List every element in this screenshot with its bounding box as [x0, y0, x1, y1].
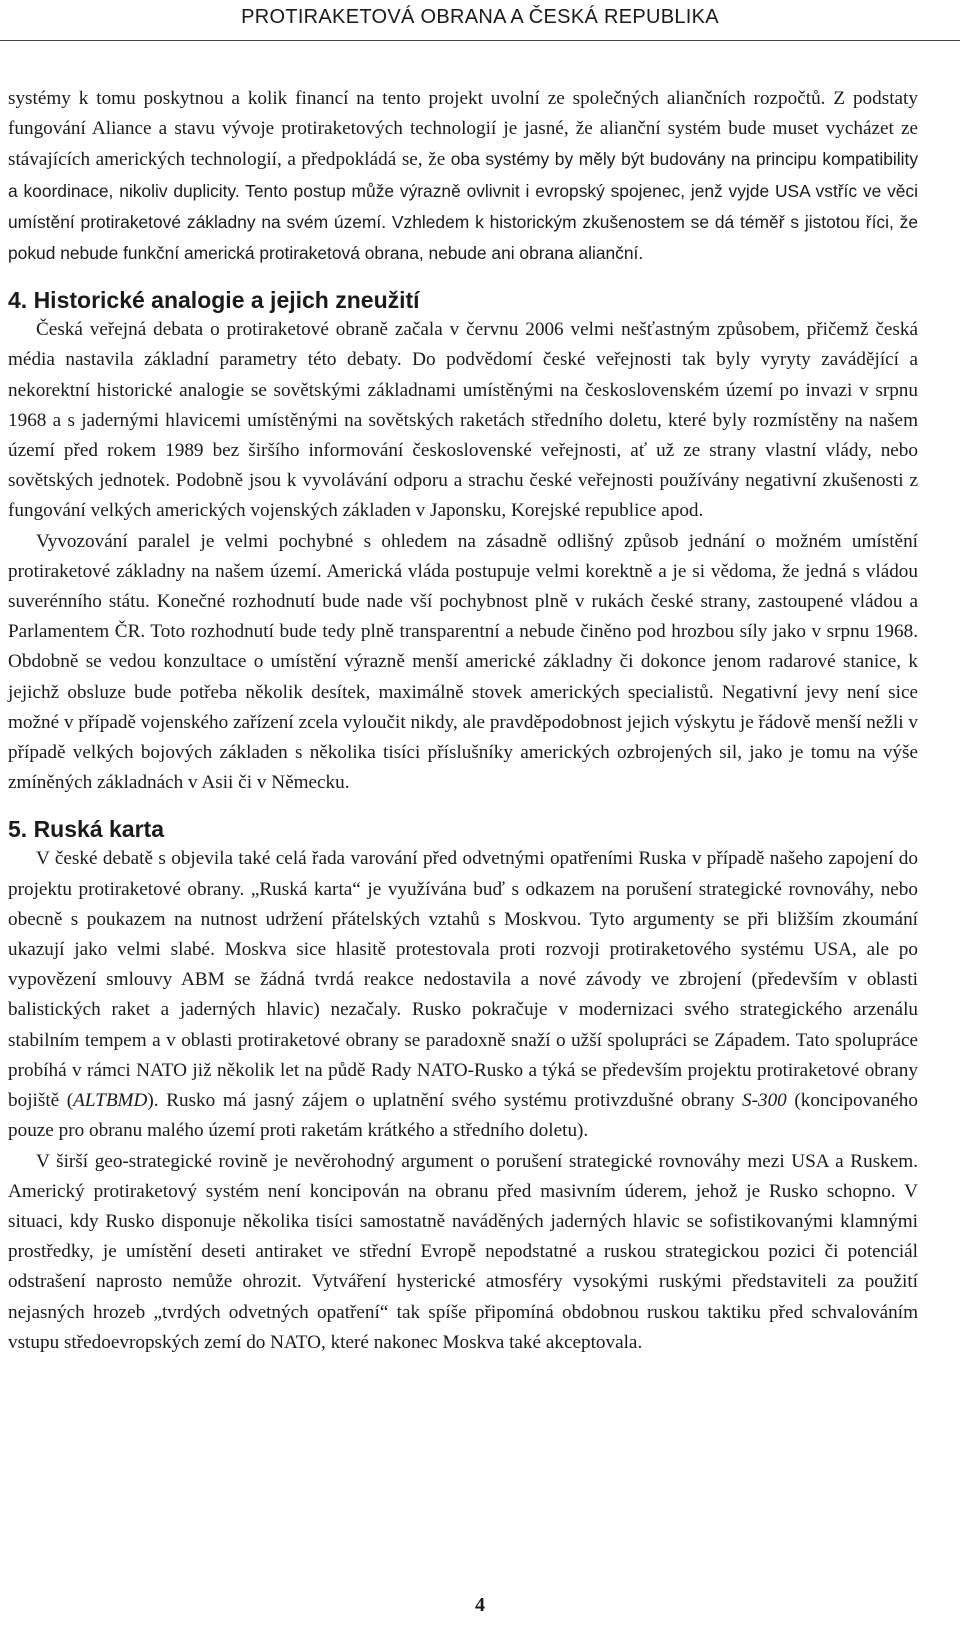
section-5-p1-text-c: (koncipovaného pouze pro obranu malého území proti raketám krátkého a středního doletu).	[8, 1090, 918, 1142]
page-body	[8, 84, 918, 1358]
intro-sans-text: oba systémy by měly být budovány na principu kompatibility a koordinace, nikoliv duplicity. Tento postup může výrazně ovlivnit i evropský spojenec, jenž vyjde USA vstříc ve věci umístění protiraketové základny na svém území. Vzhledem k historickým zkušenostem se dá téměř s jistotou říci, že pokud nebude funkční americká protiraketová obrana, nebude ani obrana alianční.	[8, 149, 919, 264]
page-number: 4	[475, 1594, 485, 1616]
intro-paragraph	[8, 84, 918, 269]
section-5-heading: 5. Ruská karta	[8, 816, 164, 843]
section-4-paragraph-2: Vyvozování paralel je velmi pochybné s ohledem na zásadně odlišný způsob jednání o možném umístění protiraketové základny na našem území. Americká vláda postupuje velmi korektně a je si vědoma, že jedná s vládou suverénního státu. Konečné rozhodnutí bude nade vší pochybnost plně v rukách české strany, zastoupené vládou a Parlamentem ČR. Toto rozhodnutí bude tedy plně transparentní a nebude činěno pod hrozbou síly jako v srpnu 1968. Obdobně se vedou konzultace o umístění výrazně menší americké základny či dokonce jenom radarové stanice, k jejichž obsluze bude potřeba několik desítek, maximálně stovek amerických specialistů. Negativní jevy není sice možné v případě vojenského zařízení zcela vyloučit nikdy, ale pravděpodobnost jejich výskytu je řádově menší nežli v případě velkých bojových základen s několika tisíci příslušníky amerických ozbrojených sil, jako je tomu na výše zmíněných základnách v Asii či v Německu.	[8, 530, 918, 794]
section-4-heading: 4. Historické analogie a jejich zneužití	[8, 287, 420, 314]
altbmd-term: ALTBMD	[73, 1090, 148, 1112]
section-5-p1-text-b: ). Rusko má jasný zájem o uplatnění svého systému protivzdušné obrany	[147, 1090, 743, 1112]
header-divider	[0, 40, 960, 41]
intro-serif-text: systémy k tomu poskytnou a kolik financí na tento projekt uvolní ze společných aliančních rozpočtů. Z podstaty fungování Aliance a stavu vývoje protiraketových technologií je jasné, že alianční systém bude muset vycházet ze stávajících amerických technologií, a předpokládá se, že	[8, 88, 918, 171]
section-5-p1-text-a: V české debatě s objevila také celá řada varování před odvetnými opatřeními Ruska v případě našeho zapojení do projektu protiraketové obrany. „Ruská karta“ je využívána buď s odkazem na porušení strategické rovnováhy, nebo obecně s poukazem na nutnost udržení přátelských vztahů s Moskvou. Tyto argumenty se při bližším zkoumání ukazují jako velmi slabé. Moskva sice hlasitě protestovala proti rozvoji protiraketového systému USA, ale po vypovězení smlouvy ABM se žádná tvrdá reakce nedostavila a nové závody ve zbrojení (především v oblasti balistických raket a jaderných hlavic) nezačaly. Rusko pokračuje v modernizaci svého strategického arzenálu stabilním tempem a v oblasti protiraketové obrany se paradoxně snaží o užší spolupráci se Západem. Tato spolupráce probíhá v rámci NATO již několik let na půdě Rady NATO-Rusko a týká se především projektu protiraketové obrany bojiště (	[8, 848, 918, 1112]
section-5-paragraph-2: V širší geo-strategické rovině je nevěrohodný argument o porušení strategické rovnováhy mezi USA a Ruskem. Americký protiraketový systém není koncipován na obranu před masivním úderem, jehož je Rusko schopno. V situaci, kdy Rusko disponuje několika tisíci samostatně naváděných jaderných hlavic se sofistikovanými klamnými prostředky, je umístění deseti antiraket ve střední Evropě nepodstatné a ruskou strategickou pozici či potenciál odstrašení naprosto nemůže ohrozit. Vytváření hysterické atmosféry vysokými ruskými představiteli za použití nejasných hrozeb „tvrdých odvetných opatření“ tak spíše připomíná obdobnou ruskou taktiku před schvalováním vstupu středoevropských zemí do NATO, které nakonec Moskva také akceptovala.	[8, 1150, 918, 1353]
running-header-title: PROTIRAKETOVÁ OBRANA A ČESKÁ REPUBLIKA	[241, 6, 719, 28]
s300-term: S-300	[742, 1090, 787, 1112]
section-5-paragraph-1	[8, 844, 918, 1146]
section-4-paragraph-1: Česká veřejná debata o protiraketové obraně začala v červnu 2006 velmi nešťastným způsobem, přičemž česká média nastavila základní parametry této debaty. Do podvědomí české veřejnosti tak byly vyryty zavádějící a nekorektní historické analogie se sovětskými základnami umístěnými na československém území po invazi v srpnu 1968 a s jadernými hlavicemi umístěnými na sovětských raketách středního doletu, které byly rozmístěny na našem území před rokem 1989 bez širšího informování československé veřejnosti, ať už ze strany vlastní vlády, nebo sovětských jednotek. Podobně jsou k vyvolávání odporu a strachu české veřejnosti používány negativní zkušenosti z fungování velkých amerických vojenských základen v Japonsku, Korejské republice apod.	[8, 319, 918, 522]
